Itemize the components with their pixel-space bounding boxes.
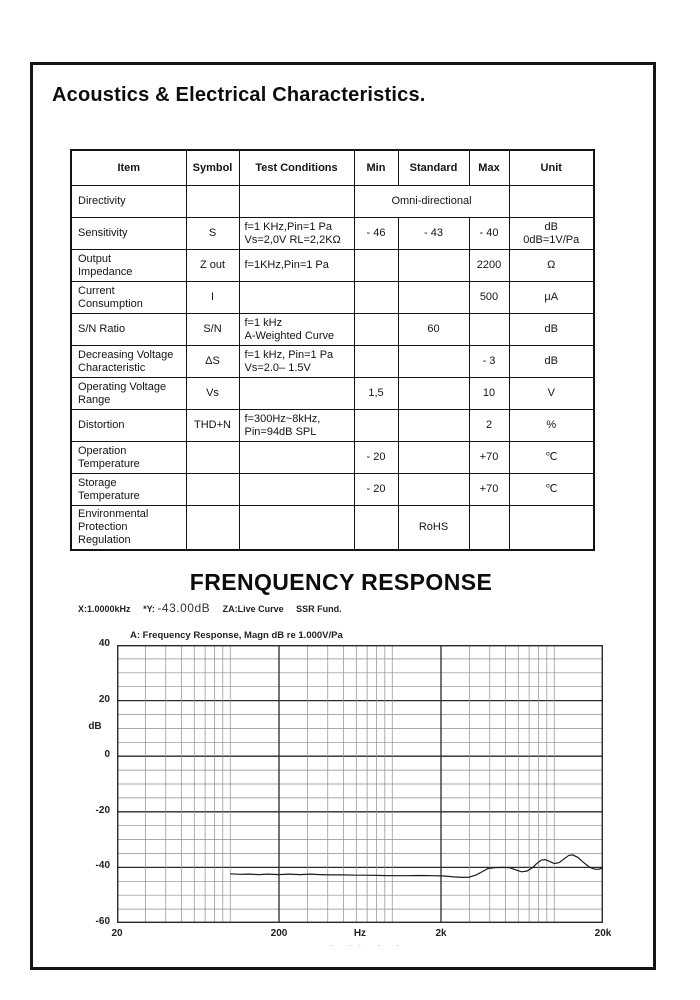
cell-min [354,506,398,551]
x-tick-label: 20k [594,928,612,939]
cell-max: 500 [469,282,509,314]
plot-label: A: Frequency Response, Magn dB re 1.000V/Pa [130,630,343,641]
y-tick-label: 20 [98,693,110,705]
cell-unit: dB 0dB=1V/Pa [509,218,594,250]
cell-min [354,410,398,442]
cell-standard: - 43 [398,218,469,250]
cell-unit: ℃ [509,442,594,474]
table-row [71,474,594,506]
col-header-min: Min [354,150,398,186]
cell-symbol: THD+N [186,410,239,442]
page-title: Acoustics & Electrical Characteristics. [52,84,426,106]
cell-test-conditions [239,474,354,506]
cell-merged-value: Omni-directional [354,186,509,218]
cell-standard: RoHS [398,506,469,551]
cell-item: Current Consumption [71,282,186,314]
cell-item: Operation Temperature [71,442,186,474]
table-row [71,442,594,474]
cursor-y-label: *Y: [143,604,155,614]
chart-svg [117,645,603,923]
cell-standard [398,442,469,474]
cell-test-conditions: f=1 kHz, Pin=1 Pa Vs=2.0– 1.5V [239,346,354,378]
cell-symbol: Vs [186,378,239,410]
y-tick-label: -20 [95,804,110,816]
cursor-y-value: -43.00dB [157,601,211,615]
col-header-max: Max [469,150,509,186]
cell-unit: ℃ [509,474,594,506]
scan-artifact-dots: · ·· · · [330,941,406,950]
cell-max: 2 [469,410,509,442]
y-tick-label: -60 [95,916,110,927]
cell-standard: 60 [398,314,469,346]
cell-test-conditions [239,378,354,410]
cell-standard [398,378,469,410]
cell-symbol [186,442,239,474]
cell-test-conditions [239,442,354,474]
cell-unit: μA [509,282,594,314]
cell-symbol [186,474,239,506]
cell-item: Environmental Protection Regulation [71,506,186,551]
cursor-x-readout: X:1.0000kHz [78,604,131,614]
cell-symbol: S/N [186,314,239,346]
cell-max: 10 [469,378,509,410]
cell-min [354,314,398,346]
ssr-label: SSR Fund. [296,604,342,614]
cell-max: +70 [469,442,509,474]
cell-standard [398,474,469,506]
col-header-symbol: Symbol [186,150,239,186]
cell-item: Operating Voltage Range [71,378,186,410]
cell-item: Decreasing Voltage Characteristic [71,346,186,378]
table-row [71,378,594,410]
cell-min: 1,5 [354,378,398,410]
cell-test-conditions: f=1 KHz,Pin=1 Pa Vs=2,0V RL=2,2KΩ [239,218,354,250]
y-tick-label: -40 [95,860,110,872]
cell-symbol [186,506,239,551]
cell-test-conditions: f=1 kHz A-Weighted Curve [239,314,354,346]
x-tick-label: 200 [270,928,288,939]
y-tick-label: 0 [104,749,110,761]
cell-min [354,346,398,378]
cell-symbol: ΔS [186,346,239,378]
curve-mode-label: ZA:Live Curve [222,604,284,614]
cell-unit: Ω [509,250,594,282]
table-row [71,314,594,346]
cell-min [354,282,398,314]
cell-test-conditions [239,506,354,551]
spec-table [70,149,595,551]
y-axis-unit-label: dB [88,721,102,732]
x-tick-label: 20 [111,928,123,939]
col-header-unit: Unit [509,150,594,186]
cell-max: 2200 [469,250,509,282]
cell-unit [509,186,594,218]
cell-standard [398,250,469,282]
cell-item: Directivity [71,186,186,218]
cell-item: S/N Ratio [71,314,186,346]
chart-title: FRENQUENCY RESPONSE [189,569,493,595]
cell-item: Output Impedance [71,250,186,282]
table-row [71,186,594,218]
table-row [71,250,594,282]
cell-max [469,314,509,346]
cell-standard [398,282,469,314]
cell-min [354,250,398,282]
spec-table-header-row [71,150,594,186]
cell-unit: % [509,410,594,442]
cell-test-conditions: f=1KHz,Pin=1 Pa [239,250,354,282]
chart-status-line [78,601,342,615]
cell-min: - 46 [354,218,398,250]
cell-item: Sensitivity [71,218,186,250]
cell-standard [398,410,469,442]
cell-max: - 3 [469,346,509,378]
cell-symbol: S [186,218,239,250]
cell-unit [509,506,594,551]
cell-symbol [186,186,239,218]
cell-min: - 20 [354,474,398,506]
y-tick-label: 40 [98,638,110,649]
cell-item: Distortion [71,410,186,442]
cell-standard [398,346,469,378]
cell-max: +70 [469,474,509,506]
cell-item: Storage Temperature [71,474,186,506]
cell-max: - 40 [469,218,509,250]
cell-min: - 20 [354,442,398,474]
col-header-test-conditions: Test Conditions [239,150,354,186]
table-row [71,346,594,378]
table-row [71,506,594,551]
table-row [71,218,594,250]
cell-unit: dB [509,346,594,378]
frequency-response-plot [117,645,603,923]
cell-unit: dB [509,314,594,346]
cell-unit: V [509,378,594,410]
table-row [71,410,594,442]
cell-test-conditions [239,282,354,314]
cell-symbol: Z out [186,250,239,282]
col-header-standard: Standard [398,150,469,186]
cell-symbol: I [186,282,239,314]
table-row [71,282,594,314]
x-tick-label: Hz [353,928,367,939]
cell-test-conditions [239,186,354,218]
x-tick-label: 2k [435,928,447,939]
cell-test-conditions: f=300Hz~8kHz, Pin=94dB SPL [239,410,354,442]
col-header-item: Item [71,150,186,186]
cell-max [469,506,509,551]
